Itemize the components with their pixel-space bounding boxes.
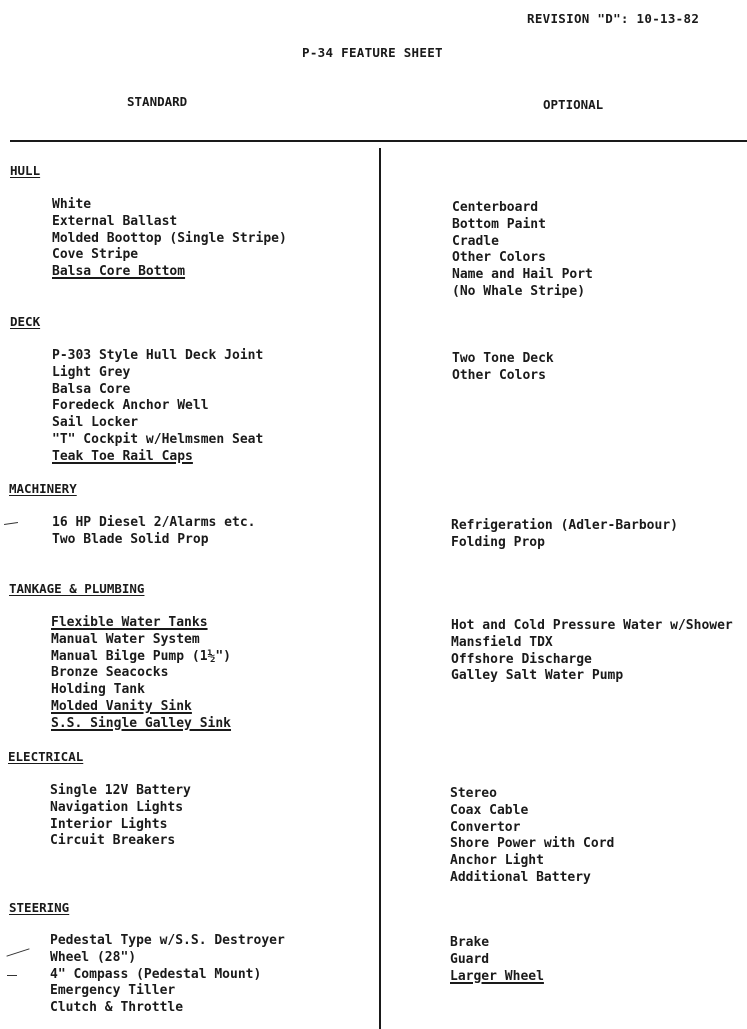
list-item: Bottom Paint <box>452 216 546 232</box>
list-item: Convertor <box>450 819 521 835</box>
section-heading-electrical: ELECTRICAL <box>8 749 84 764</box>
list-item: Clutch & Throttle <box>50 1000 184 1016</box>
list-item: Balsa Core Bottom <box>52 264 186 280</box>
list-item: Pedestal Type w/S.S. Destroyer <box>50 933 285 948</box>
list-item: Shore Power with Cord <box>450 836 615 852</box>
list-item: Flexible Water Tanks <box>51 615 208 630</box>
list-item: Emergency Tiller <box>50 983 176 999</box>
hull-standard-list <box>52 197 287 281</box>
list-item: Navigation Lights <box>50 799 184 815</box>
list-item: Balsa Core <box>52 381 131 397</box>
steering-optional-list <box>450 935 544 985</box>
list-item: Refrigeration (Adler-Barbour) <box>451 518 678 533</box>
revision-label: REVISION "D": 10-13-82 <box>527 11 700 26</box>
list-item: Sail Locker <box>52 415 139 431</box>
page-title: P-34 FEATURE SHEET <box>302 45 443 60</box>
list-item: S.S. Single Galley Sink <box>51 715 232 731</box>
list-item: Centerboard <box>452 200 539 215</box>
electrical-optional-list <box>450 786 614 887</box>
steering-standard-list <box>50 933 285 1017</box>
standard-column-heading: STANDARD <box>127 94 188 109</box>
section-heading-tankage-plumbing: TANKAGE & PLUMBING <box>9 581 145 596</box>
list-item: Galley Salt Water Pump <box>451 668 624 684</box>
list-item: Molded Vanity Sink <box>51 698 192 714</box>
list-item: Cradle <box>452 233 499 249</box>
list-item: Hot and Cold Pressure Water w/Shower <box>451 618 733 633</box>
list-item: Wheel (28") <box>50 949 137 965</box>
list-item: 16 HP Diesel 2/Alarms etc. <box>52 515 256 530</box>
list-item: Additional Battery <box>450 869 591 885</box>
list-item: Name and Hail Port <box>452 267 593 283</box>
section-heading-machinery: MACHINERY <box>9 481 77 496</box>
list-item: Cove Stripe <box>52 247 139 263</box>
section-heading-hull: HULL <box>10 163 41 178</box>
list-item: Other Colors <box>452 250 546 266</box>
list-item: Guard <box>450 951 490 967</box>
optional-column-heading: OPTIONAL <box>543 97 604 112</box>
list-item: 4" Compass (Pedestal Mount) <box>50 966 262 982</box>
list-item: Brake <box>450 935 490 950</box>
list-item: Mansfield TDX <box>451 634 553 650</box>
list-item: Circuit Breakers <box>50 833 176 849</box>
list-item: Manual Bilge Pump (1½") <box>51 648 232 664</box>
list-item: Holding Tank <box>51 682 145 698</box>
list-item: Molded Boottop (Single Stripe) <box>52 230 287 246</box>
section-heading-deck: DECK <box>10 314 41 329</box>
list-item: Teak Toe Rail Caps <box>52 448 193 464</box>
tankage-standard-list <box>51 615 231 733</box>
deck-standard-list <box>52 348 263 466</box>
list-item: Two Tone Deck <box>452 351 554 366</box>
section-heading-steering: STEERING <box>9 900 70 915</box>
list-item: P-303 Style Hull Deck Joint <box>52 348 264 363</box>
margin-mark <box>7 975 17 976</box>
list-item: Single 12V Battery <box>50 783 191 798</box>
list-item: Coax Cable <box>450 802 529 818</box>
list-item: Interior Lights <box>50 816 168 832</box>
list-item: Light Grey <box>52 364 131 380</box>
machinery-optional-list <box>451 518 678 552</box>
list-item: "T" Cockpit w/Helmsmen Seat <box>52 431 264 447</box>
list-item: Other Colors <box>452 367 546 383</box>
margin-mark <box>4 522 18 525</box>
list-item: Offshore Discharge <box>451 651 592 667</box>
list-item: External Ballast <box>52 213 178 229</box>
deck-optional-list <box>452 351 554 385</box>
list-item: Folding Prop <box>451 534 545 550</box>
horizontal-divider <box>10 140 747 142</box>
list-item: Manual Water System <box>51 631 200 647</box>
vertical-divider <box>379 148 381 1029</box>
tankage-optional-list <box>451 618 733 685</box>
hull-optional-list <box>452 200 593 301</box>
list-item: White <box>52 197 92 212</box>
margin-mark <box>6 948 29 956</box>
list-item: Anchor Light <box>450 853 544 869</box>
list-item: Stereo <box>450 786 497 801</box>
list-item: Two Blade Solid Prop <box>52 531 209 547</box>
list-item: Foredeck Anchor Well <box>52 398 209 414</box>
machinery-standard-list <box>52 515 256 549</box>
electrical-standard-list <box>50 783 191 850</box>
list-item: Bronze Seacocks <box>51 665 169 681</box>
list-item: Larger Wheel <box>450 968 544 984</box>
list-item: (No Whale Stripe) <box>452 283 586 299</box>
